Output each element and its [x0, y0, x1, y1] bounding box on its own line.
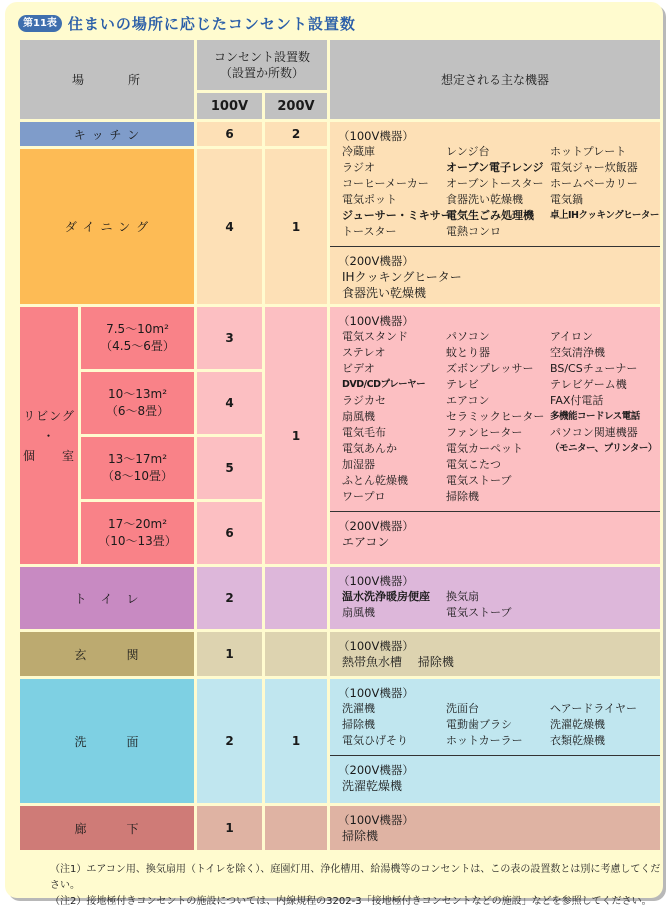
place-hallway: 廊 下	[20, 806, 194, 850]
kitchen-200v: 2	[265, 122, 327, 146]
device: 電気毛布	[342, 426, 386, 439]
device: FAX付電話	[550, 394, 604, 407]
size-tatami: （10〜13畳）	[98, 534, 177, 548]
section-100v-label: （100V機器）	[338, 639, 414, 653]
header-place-label: 場 所	[71, 73, 142, 87]
footnote-1: （注1）エアコン用、換気扇用（トイレを除く）、庭園灯用、浄化槽用、給湯機等のコンセントは、この表の設置数とは別に考慮してください。	[50, 864, 661, 891]
device: 電気ポット	[342, 193, 397, 206]
place-dining: ダ イ ニ ン グ	[20, 149, 194, 304]
device: 衣類乾燥機	[550, 734, 605, 747]
size-area: 10〜13m²	[107, 387, 168, 401]
hallway-devices	[330, 806, 660, 850]
size-tatami: （8〜10畳）	[102, 469, 173, 483]
header-outlet-count-label: コンセント設置数	[213, 50, 310, 64]
device: 熱帯魚水槽	[342, 655, 403, 669]
size-area: 7.5〜10m²	[106, 322, 169, 336]
device: ホットプレート	[550, 145, 627, 158]
device: 食器洗い乾燥機	[342, 286, 427, 300]
device: 冷蔵庫	[342, 145, 375, 158]
hallway-200v	[265, 806, 327, 850]
title-row	[18, 12, 356, 34]
header-200v: 200V	[265, 93, 327, 119]
device: 洗面台	[446, 702, 479, 715]
device: ズボンプレッサー	[446, 362, 534, 375]
device: ホットカーラー	[446, 734, 523, 747]
device: 温水洗浄暖房便座	[342, 590, 430, 603]
device: ヘアードライヤー	[550, 702, 638, 715]
footnotes	[50, 862, 670, 910]
device: 電気こたつ	[446, 458, 501, 471]
hallway-100v: 1	[197, 806, 262, 850]
device: ジューサー・ミキサー	[342, 209, 452, 222]
device: IHクッキングヒーター	[342, 270, 462, 284]
device: DVD/CDプレーヤー	[342, 379, 426, 390]
living-100v-devices	[338, 329, 660, 505]
place-living-line1: リビング	[23, 408, 75, 423]
living-size-4	[81, 502, 194, 564]
device: エアコン	[446, 394, 490, 407]
device: 掃除機	[446, 490, 479, 503]
size-tatami: （4.5〜6畳）	[100, 339, 175, 353]
device: オーブントースター	[446, 177, 544, 190]
device	[550, 473, 660, 489]
device: 洗濯乾燥機	[342, 779, 403, 793]
device: テレビ	[446, 378, 479, 391]
header-outlet-count-sub: （設置か所数）	[219, 66, 304, 80]
device: ステレオ	[342, 346, 386, 359]
device: 掃除機	[342, 718, 375, 731]
device: オーブン電子レンジ	[446, 161, 544, 174]
size-tatami: （6〜8畳）	[105, 404, 170, 418]
living-devices	[330, 307, 660, 564]
device: ラジカセ	[342, 394, 386, 407]
header-place	[20, 40, 194, 119]
section-100v-label: （100V機器）	[338, 686, 414, 700]
table-number-badge: 第11表	[18, 15, 62, 32]
device: 蚊とり器	[446, 346, 490, 359]
kitchen-100v: 6	[197, 122, 262, 146]
header-devices-label: 想定される主な機器	[440, 73, 549, 87]
device: ふとん乾燥機	[342, 474, 408, 487]
device: レンジ台	[446, 145, 490, 158]
device: 電気生ごみ処理機	[446, 209, 534, 222]
device: 電気カーペット	[446, 442, 523, 455]
place-living	[20, 307, 78, 564]
living-200v: 1	[265, 307, 327, 564]
header-outlet-count	[197, 40, 327, 90]
place-washroom: 洗 面	[20, 679, 194, 803]
footnote-2: （注2）接地極付きコンセントの施設については、内線規程の3202-3「接地極付きコンセントなどの施設」などを参照してください。	[50, 896, 652, 907]
device: エアコン	[342, 535, 390, 549]
device: アイロン	[550, 330, 594, 343]
device: ラジオ	[342, 161, 375, 174]
device: 電気ひげそり	[342, 734, 408, 747]
dining-200v-section	[330, 246, 660, 301]
size-area: 17〜20m²	[107, 517, 168, 531]
toilet-100v: 2	[197, 567, 262, 629]
place-entrance: 玄 関	[20, 632, 194, 676]
place-kitchen: キ ッ チ ン	[20, 122, 194, 146]
washroom-100v: 2	[197, 679, 262, 803]
device: BS/CSチューナー	[550, 362, 638, 375]
device: 卓上IHクッキングヒーター	[550, 210, 659, 221]
living-size-2	[81, 372, 194, 434]
device	[550, 224, 660, 240]
device: 電熱コンロ	[446, 225, 501, 238]
washroom-200v-section	[330, 755, 660, 794]
outlet-table	[17, 37, 663, 853]
section-200v-label: （200V機器）	[338, 763, 414, 777]
living-200v-section	[330, 511, 660, 550]
place-living-line2: ・	[42, 428, 56, 443]
header-100v: 100V	[197, 93, 262, 119]
device: ビデオ	[342, 362, 375, 375]
washroom-devices	[330, 679, 660, 803]
living-size-3-100v: 5	[197, 437, 262, 499]
toilet-200v	[265, 567, 327, 629]
place-toilet: ト イ レ	[20, 567, 194, 629]
device: ホームベーカリー	[550, 177, 638, 190]
device: 電気あんか	[342, 442, 397, 455]
place-living-line3: 個 室	[22, 448, 75, 463]
section-100v-label: （100V機器）	[338, 574, 414, 588]
device: 電気ストーブ	[446, 474, 512, 487]
device	[550, 457, 660, 473]
device: 電気鍋	[550, 193, 583, 206]
section-100v-label: （100V機器）	[338, 129, 414, 143]
section-100v-label: （100V機器）	[338, 314, 414, 328]
page-title: 住まいの場所に応じたコンセント設置数	[67, 14, 356, 33]
device: 電気ストーブ	[446, 606, 512, 619]
entrance-200v	[265, 632, 327, 676]
living-size-2-100v: 4	[197, 372, 262, 434]
device: 多機能コードレス電話	[550, 411, 640, 422]
device: 電気ジャー炊飯器	[550, 161, 638, 174]
device: ファンヒーター	[446, 426, 523, 439]
living-size-4-100v: 6	[197, 502, 262, 564]
toilet-devices	[330, 567, 660, 629]
device: 食器洗い乾燥機	[446, 193, 523, 206]
device: 扇風機	[342, 410, 375, 423]
dining-100v-devices	[338, 144, 660, 240]
device: 掃除機	[342, 829, 379, 843]
device: 洗濯乾燥機	[550, 718, 605, 731]
device: 洗濯機	[342, 702, 375, 715]
washroom-200v: 1	[265, 679, 327, 803]
device: 扇風機	[342, 606, 375, 619]
dining-100v: 4	[197, 149, 262, 304]
kitchen-dining-devices	[330, 122, 660, 304]
device: セラミックヒーター	[446, 410, 545, 423]
device: パソコン関連機器	[550, 426, 638, 439]
device: 換気扇	[446, 590, 479, 603]
device: 電気スタンド	[342, 330, 408, 343]
toilet-100v-devices	[338, 589, 660, 621]
device: 加湿器	[342, 458, 375, 471]
section-100v-label: （100V機器）	[338, 813, 414, 827]
entrance-devices	[330, 632, 660, 676]
entrance-100v: 1	[197, 632, 262, 676]
device: 電動歯ブラシ	[446, 718, 512, 731]
device: トースター	[342, 225, 397, 238]
device: コーヒーメーカー	[342, 177, 429, 190]
section-200v-label: （200V機器）	[338, 254, 414, 268]
living-size-1	[81, 307, 194, 369]
device: ワープロ	[342, 490, 386, 503]
entrance-100v-devices	[338, 654, 660, 670]
washroom-100v-devices	[338, 701, 660, 749]
section-200v-label: （200V機器）	[338, 519, 414, 533]
dining-200v: 1	[265, 149, 327, 304]
device	[550, 489, 660, 505]
device: （モニター、プリンター）	[550, 443, 657, 454]
living-size-1-100v: 3	[197, 307, 262, 369]
device: 空気清浄機	[550, 346, 605, 359]
device: 掃除機	[417, 655, 454, 669]
device: パソコン	[446, 330, 490, 343]
device: テレビゲーム機	[550, 378, 627, 391]
header-devices	[330, 40, 660, 119]
size-area: 13〜17m²	[107, 452, 168, 466]
living-size-3	[81, 437, 194, 499]
